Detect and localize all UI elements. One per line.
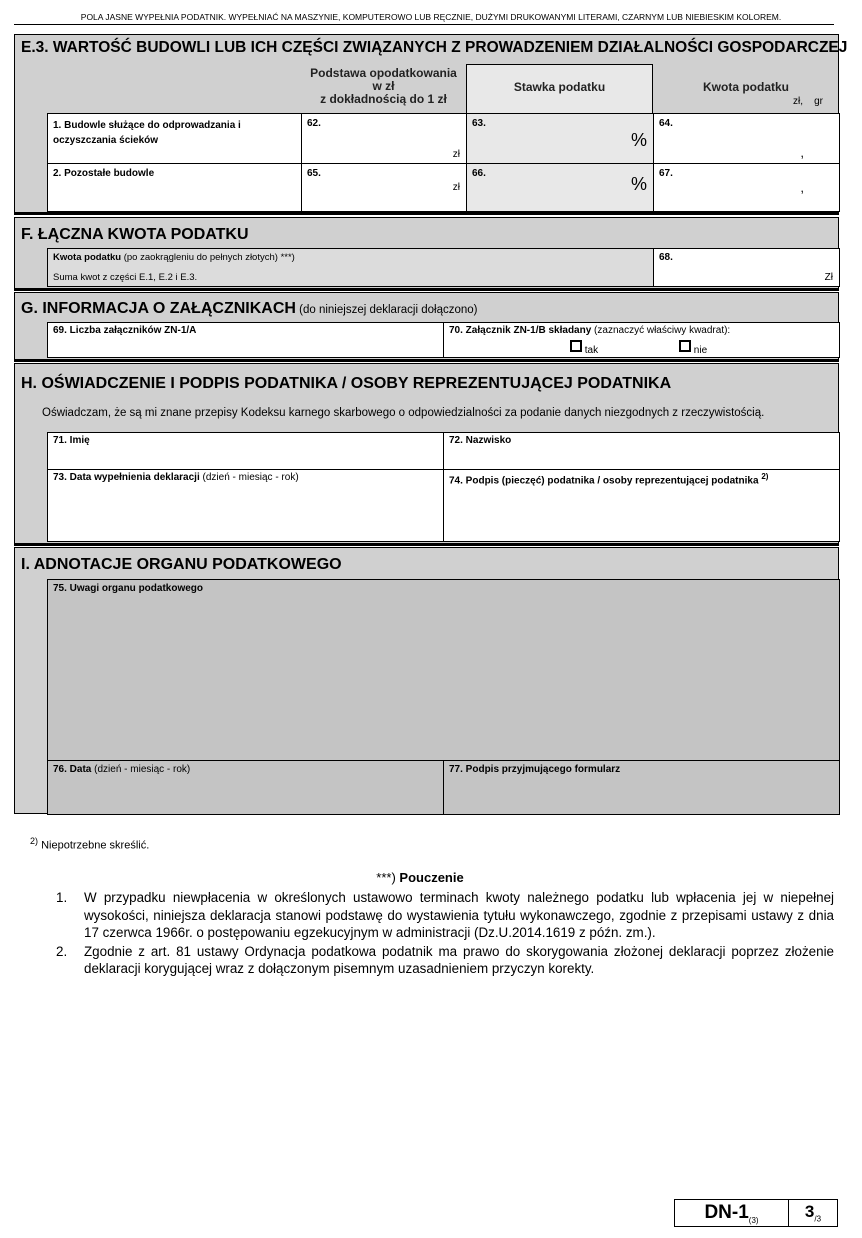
- row1-label-cell: 1. Budowle służące do odprowadzania i oczyszczania ścieków: [47, 113, 302, 164]
- field-f-label: Kwota podatku (po zaokrągleniu do pełnych złotych) ***) Suma kwot z części E.1, E.2 i E.3.: [47, 248, 654, 287]
- row2-label-cell: 2. Pozostałe budowle: [47, 163, 302, 212]
- pouczenie-title: ***) Pouczenie: [376, 870, 464, 885]
- field-71[interactable]: 71. Imię: [47, 432, 444, 470]
- section-i: [14, 547, 839, 814]
- divider-f-g: [14, 288, 839, 291]
- form-code-box: [674, 1199, 838, 1227]
- checkbox-tak[interactable]: tak: [570, 340, 598, 352]
- checkbox-tak-box[interactable]: [570, 340, 582, 352]
- section-g-title: G. INFORMACJA O ZAŁĄCZNIKACH (do niniejszej deklaracji dołączono): [21, 300, 478, 317]
- col-head-amount: Kwota podatku: [703, 80, 789, 94]
- field-66[interactable]: 66. %: [466, 163, 654, 212]
- field-63[interactable]: 63. %: [466, 113, 654, 164]
- col-head-amount-units: zł, gr: [793, 96, 824, 107]
- field-68[interactable]: 68. Zł: [653, 248, 840, 287]
- field-64[interactable]: 64. ,: [653, 113, 840, 164]
- section-h-title: H. OŚWIADCZENIE I PODPIS PODATNIKA / OSOBY REPREZENTUJĄCEJ PODATNIKA: [21, 375, 672, 392]
- divider-h-i: [14, 543, 839, 546]
- pouczenie-item: 2. Zgodnie z art. 81 ustawy Ordynacja podatkowa podatnik ma prawo do skorygowania złożonej deklaracji poprzez złożenie deklaracji korygującej wraz z dołączonym pisemnym uzasadnieniem przyczyn korekty.: [56, 943, 834, 976]
- section-g: [14, 292, 839, 360]
- field-72[interactable]: 72. Nazwisko: [443, 432, 840, 470]
- col-head-base: Podstawa opodatkowania w zł z dokładnością do 1 zł: [310, 66, 457, 106]
- field-70: 70. Załącznik ZN-1/B składany (zaznaczyć właściwy kwadrat): tak nie: [443, 322, 840, 358]
- checkbox-nie-box[interactable]: [679, 340, 691, 352]
- page-number: $3_{/3}$: [804, 1202, 822, 1224]
- divider-g-h: [14, 359, 839, 362]
- section-f: [14, 217, 839, 289]
- field-73[interactable]: 73. Data wypełnienia deklaracji (dzień - miesiąc - rok): [47, 469, 444, 542]
- col-head-rate-bg: [466, 64, 653, 114]
- pouczenie-item: 1. W przypadku niewpłacenia w określonych ustawowo terminach kwoty należnego podatku lub wpłacenia jej w niepełnej wysokości, niniejsza deklaracja stanowi podstawę do wystawienia tytułu wykonawczego, zgodnie z przepisami ustawy z dnia 17 czerwca 1966r. o postępowaniu egzekucyjnym w administracji (Dz.U.2014.1619 z późn. zm.).: [56, 890, 834, 940]
- pouczenie-list: [56, 889, 834, 979]
- section-f-title: F. ŁĄCZNA KWOTA PODATKU: [21, 226, 249, 243]
- top-rule: [14, 24, 834, 25]
- field-75: 75. Uwagi organu podatkowego: [47, 579, 840, 761]
- field-74[interactable]: 74. Podpis (pieczęć) podatnika / osoby reprezentującej podatnika $^{2)}$: [443, 469, 840, 542]
- col-head-rate: Stawka podatku: [513, 80, 606, 94]
- section-e3-title: E.3. WARTOŚĆ BUDOWLI LUB ICH CZĘŚCI ZWIĄZANYCH Z PROWADZENIEM DZIAŁALNOŚCI GOSPODARCZEJ: [21, 39, 848, 56]
- section-h-statement: Oświadczam, że są mi znane przepisy Kodeksu karnego skarbowego o odpowiedzialności za podanie danych niezgodnych z rzeczywistością.: [42, 407, 765, 419]
- field-76: 76. Data (dzień - miesiąc - rok): [47, 760, 444, 815]
- section-i-title: I. ADNOTACJE ORGANU PODATKOWEGO: [21, 556, 342, 573]
- field-67[interactable]: 67. ,: [653, 163, 840, 212]
- form-code: $DN-1_{(3)}$: [675, 1200, 789, 1226]
- field-65[interactable]: 65. zł: [301, 163, 467, 212]
- section-h: [14, 363, 839, 544]
- footnote: $^{2)}$ Niepotrzebne skreślić.: [30, 836, 150, 852]
- divider-e3-f: [14, 212, 839, 215]
- field-62[interactable]: 62. zł: [301, 113, 467, 164]
- checkbox-nie[interactable]: nie: [679, 340, 707, 352]
- field-69[interactable]: 69. Liczba załączników ZN-1/A: [47, 322, 444, 358]
- header-note: POLA JASNE WYPEŁNIA PODATNIK. WYPEŁNIAĆ NA MASZYNIE, KOMPUTEROWO LUB RĘCZNIE, DUŻYMI DRUKOWANYMI LITERAMI, CZARNYM LUB NIEBIESKIM KOLOREM.: [80, 12, 782, 22]
- section-e3: [14, 34, 848, 214]
- field-77: 77. Podpis przyjmującego formularz: [443, 760, 840, 815]
